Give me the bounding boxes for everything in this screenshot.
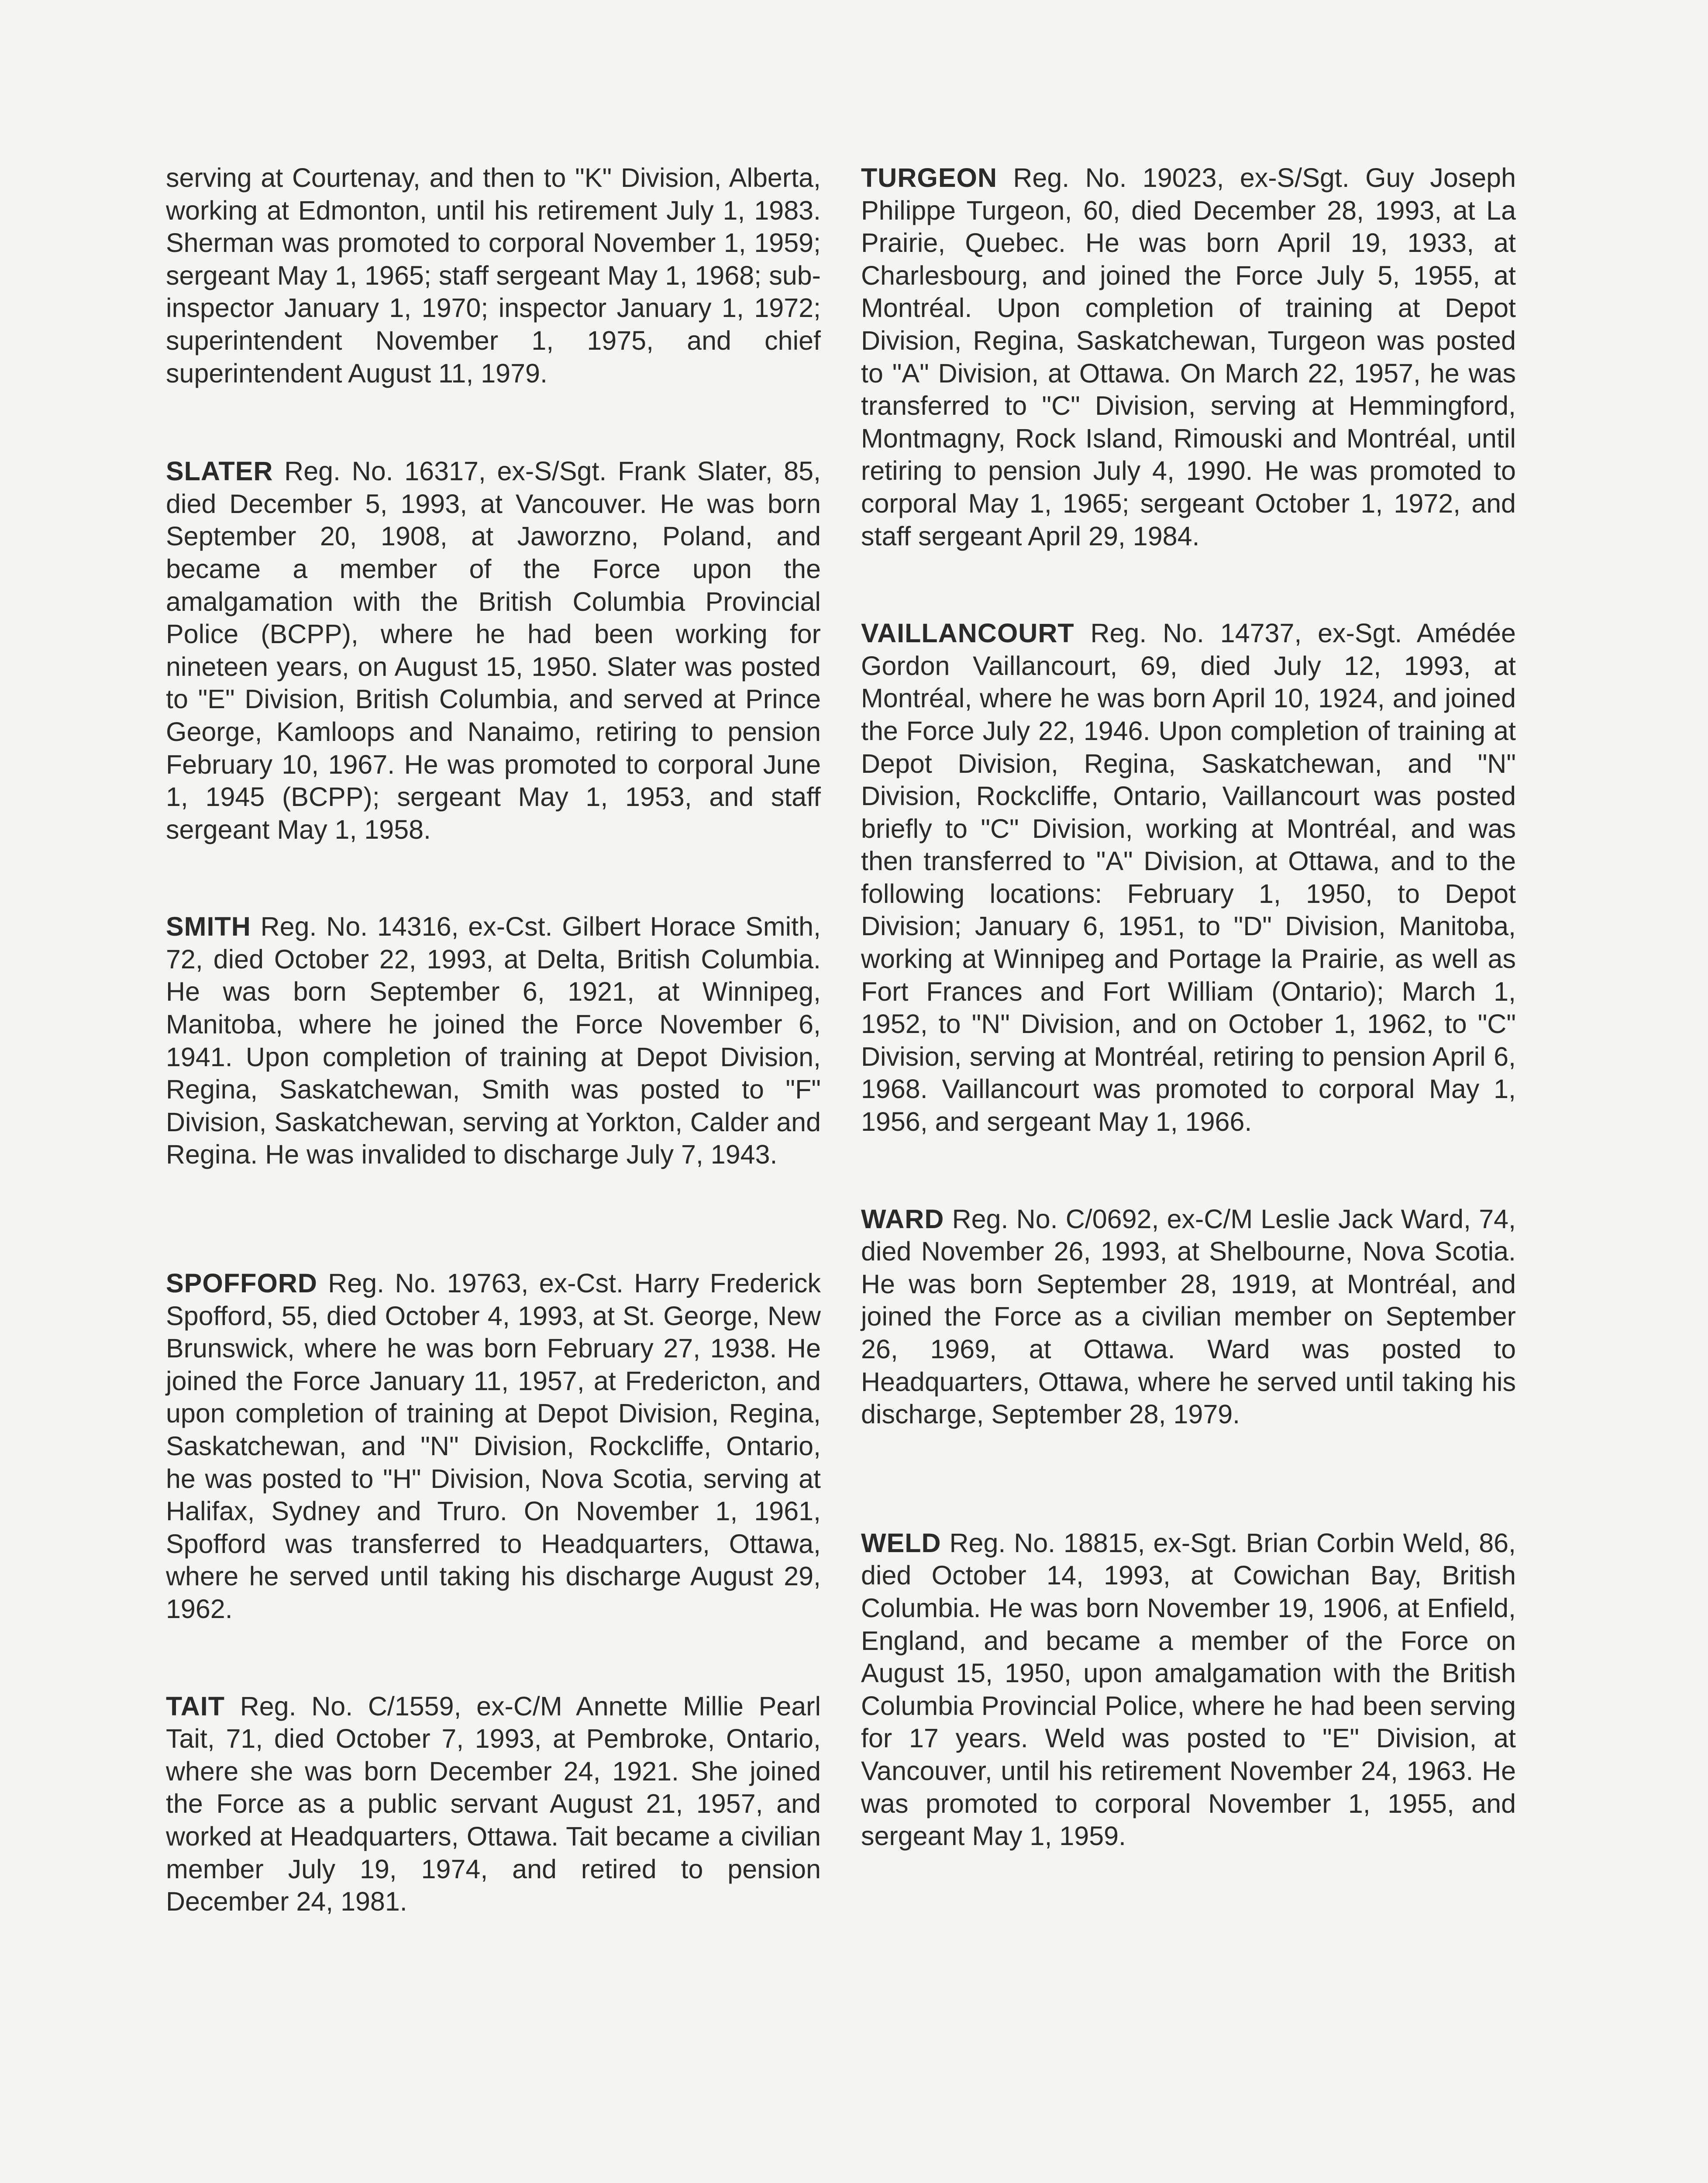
- entry-name: TURGEON: [861, 163, 997, 193]
- entry-name: TAIT: [166, 1691, 225, 1721]
- entry-name: SPOFFORD: [166, 1268, 317, 1298]
- obituary-entry-turgeon: [861, 162, 1516, 552]
- obituary-entry-sherman-continued: [166, 162, 821, 389]
- obituary-entry-spofford: [166, 1267, 821, 1625]
- entry-text: Reg. No. 18815, ex-Sgt. Brian Corbin Weld, 86, died October 14, 1993, at Cowichan Bay, British Columbia. He was born November 19, 1906, at Enfield, England, and became a member of the Force on August 15, 1950, upon amalgamation with the British Columbia Provincial Police, where he had been serving for 17 years. Weld was posted to "E" Division, at Vancouver, until his retirement November 24, 1963. He was promoted to corporal November 1, 1955, and sergeant May 1, 1959.: [861, 1528, 1516, 1851]
- entry-text: Reg. No. 14737, ex-Sgt. Amédée Gordon Vaillancourt, 69, died July 12, 1993, at Montréal, where he was born April 10, 1924, and joined the Force July 22, 1946. Upon completion of training at Depot Division, Regina, Saskatchewan, and "N" Division, Rockcliffe, Ontario, Vaillancourt was posted briefly to "C" Division, working at Montréal, and was then transferred to "A" Division, at Ottawa, and to the following locations: February 1, 1950, to Depot Division; January 6, 1951, to "D" Division, Manitoba, working at Winnipeg and Portage la Prairie, as well as Fort Frances and Fort William (Ontario); March 1, 1952, to "N" Division, and on October 1, 1962, to "C" Division, serving at Montréal, retiring to pension April 6, 1968. Vaillancourt was promoted to corporal May 1, 1956, and sergeant May 1, 1966.: [861, 618, 1516, 1137]
- entry-text: Reg. No. 14316, ex-Cst. Gilbert Horace Smith, 72, died October 22, 1993, at Delta, British Columbia. He was born September 6, 1921, at Winnipeg, Manitoba, where he joined the Force November 6, 1941. Upon completion of training at Depot Division, Regina, Saskatchewan, Smith was posted to "F" Division, Saskatchewan, serving at Yorkton, Calder and Regina. He was invalided to discharge July 7, 1943.: [166, 912, 821, 1170]
- entry-name: VAILLANCOURT: [861, 618, 1074, 648]
- entry-text: Reg. No. C/0692, ex-C/M Leslie Jack Ward, 74, died November 26, 1993, at Shelbourne, Nova Scotia. He was born September 28, 1919, at Montréal, and joined the Force as a civilian member on September 26, 1969, at Ottawa. Ward was posted to Headquarters, Ottawa, where he served until taking his discharge, September 28, 1979.: [861, 1204, 1516, 1429]
- left-column: [166, 162, 821, 1918]
- entry-name: SLATER: [166, 456, 273, 486]
- obituary-entry-tait: [166, 1690, 821, 1918]
- entry-name: WARD: [861, 1204, 944, 1234]
- entry-text: Reg. No. C/1559, ex-C/M Annette Millie Pearl Tait, 71, died October 7, 1993, at Pembroke, Ontario, where she was born December 24, 1921. She joined the Force as a public servant August 21, 1957, and worked at Headquarters, Ottawa. Tait became a civilian member July 19, 1974, and retired to pension December 24, 1981.: [166, 1691, 821, 1917]
- entry-name: SMITH: [166, 912, 251, 942]
- obituary-entry-slater: [166, 455, 821, 846]
- right-column: [861, 162, 1516, 1852]
- entry-name: WELD: [861, 1528, 941, 1558]
- entry-text: Reg. No. 19023, ex-S/Sgt. Guy Joseph Philippe Turgeon, 60, died December 28, 1993, at La Prairie, Quebec. He was born April 19, 1933, at Charlesbourg, and joined the Force July 5, 1955, at Montréal. Upon completion of training at Depot Division, Regina, Saskatchewan, Turgeon was posted to "A" Division, at Ottawa. On March 22, 1957, he was transferred to "C" Division, serving at Hemmingford, Montmagny, Rock Island, Rimouski and Montréal, until retiring to pension July 4, 1990. He was promoted to corporal May 1, 1965; sergeant October 1, 1972, and staff sergeant April 29, 1984.: [861, 163, 1516, 551]
- entry-text: Reg. No. 19763, ex-Cst. Harry Frederick Spofford, 55, died October 4, 1993, at St. George, New Brunswick, where he was born February 27, 1938. He joined the Force January 11, 1957, at Fredericton, and upon completion of training at Depot Division, Regina, Saskatchewan, and "N" Division, Rockcliffe, Ontario, he was posted to "H" Division, Nova Scotia, serving at Halifax, Sydney and Truro. On November 1, 1961, Spofford was transferred to Headquarters, Ottawa, where he served until taking his discharge August 29, 1962.: [166, 1268, 821, 1624]
- obituary-entry-ward: [861, 1203, 1516, 1431]
- obituary-entry-smith: [166, 910, 821, 1171]
- obituary-entry-vaillancourt: [861, 617, 1516, 1138]
- entry-text: serving at Courtenay, and then to "K" Division, Alberta, working at Edmonton, until his retirement July 1, 1983. Sherman was promoted to corporal November 1, 1959; sergeant May 1, 1965; staff sergeant May 1, 1968; sub-inspector January 1, 1970; inspector January 1, 1972; superintendent November 1, 1975, and chief superintendent August 11, 1979.: [166, 163, 821, 388]
- obituary-entry-weld: [861, 1527, 1516, 1852]
- entry-text: Reg. No. 16317, ex-S/Sgt. Frank Slater, 85, died December 5, 1993, at Vancouver. He was born September 20, 1908, at Jaworzno, Poland, and became a member of the Force upon the amalgamation with the British Columbia Provincial Police (BCPP), where he had been working for nineteen years, on August 15, 1950. Slater was posted to "E" Division, British Columbia, and served at Prince George, Kamloops and Nanaimo, retiring to pension February 10, 1967. He was promoted to corporal June 1, 1945 (BCPP); sergeant May 1, 1953, and staff sergeant May 1, 1958.: [166, 456, 821, 844]
